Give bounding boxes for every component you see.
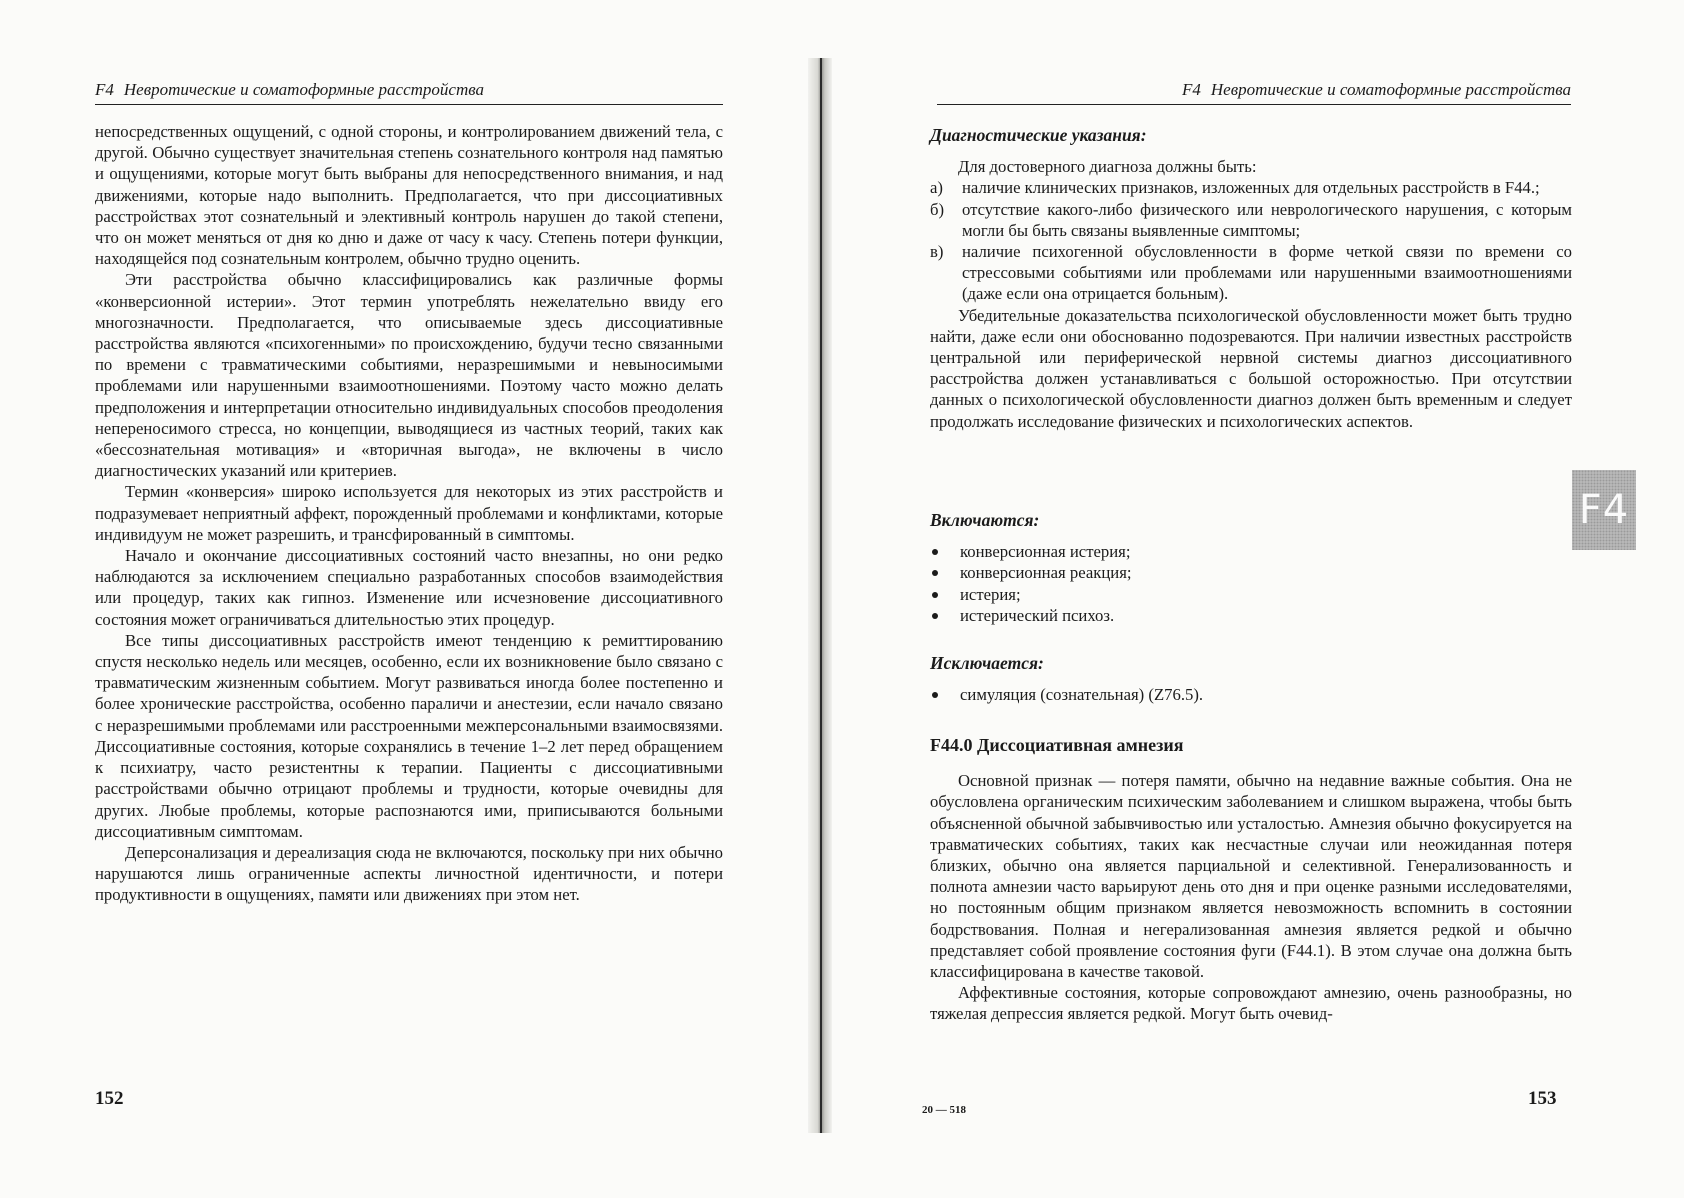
diagnostic-paragraph: Убедительные доказательства психологической обусловленности может быть трудно найти, даже если они обоснованно подозреваются. При наличии известных расстройств центральной или периферической нервной системы диагноз диссоциативного расстройства должен устанавливаться с большой осторожностью. При отсутствии данных о психологической обусловленности диагноз должен быть временным и следует продолжать исследование физических и психологических аспектов. xyxy=(930,305,1572,431)
page-number: 152 xyxy=(95,1088,124,1109)
running-head-title: Невротические и соматоформные расстройства xyxy=(1210,80,1571,99)
book-gutter xyxy=(808,58,832,1133)
list-item xyxy=(930,241,1572,305)
list-item: симуляция (сознательная) (Z76.5). xyxy=(930,684,1572,705)
paragraph: Деперсонализация и дереализация сюда не включаются, поскольку при них обычно нарушаются лишь ограниченные аспекты личностной идентичности, и потери продуктивности в ощущениях, памяти или движениях при этом нет. xyxy=(95,842,723,905)
list-item: истерия; xyxy=(930,584,1572,605)
includes-block xyxy=(930,510,1572,626)
list-item: конверсионная истерия; xyxy=(930,541,1572,562)
running-head-title: Невротические и соматоформные расстройства xyxy=(123,80,484,99)
paragraph: Начало и окончание диссоциативных состояний часто внезапны, но они редко наблюдаются за исключением специально разработанных способов взаимодействия или процедур, таких как гипноз. Изменение или исчезновение диссоциативного состояния может ограничиваться длительностью этих процедур. xyxy=(95,546,723,629)
diagnostic-block xyxy=(930,125,1572,432)
list-item xyxy=(930,199,1572,241)
list-label: в) xyxy=(930,242,944,262)
paragraph: Эти расстройства обычно классифицировались как различные формы «конверсионной истерии». Этот термин употреблять нежелательно ввиду его многозначности. Предполагается, что описываемые здесь диссоциативные расстройства являются «психогенными» по происхождению, будучи тесно связанными по времени с травматическими событиями, неразрешимыми и невыносимыми проблемами или нарушенными взаимоотношениями. Поэтому часто можно делать предположения и интерпретации относительно индивидуальных способов преодоления непереносимого стресса, но концепции, выводящиеся из частных теорий, таких как «бессознательная мотивация» и «вторичная выгода», не включены в число диагностических указаний или критериев. xyxy=(95,270,723,481)
paragraph: Термин «конверсия» широко используется для некоторых из этих расстройств и подразумевает неприятный аффект, порожденный проблемами и конфликтами, которые индивидуум не может разрешить, и трансфированный в симптомы. xyxy=(95,482,723,544)
includes-heading: Включаются: xyxy=(930,510,1040,530)
list-item: истерический психоз. xyxy=(930,605,1572,626)
list-item: конверсионная реакция; xyxy=(930,562,1572,583)
running-head-code: F4 xyxy=(95,80,114,99)
running-head xyxy=(937,80,1571,105)
paragraph: Все типы диссоциативных расстройств имеют тенденцию к ремиттированию спустя несколько недель или месяцев, особенно, если их возникновение было связано с травматическим жизненным событием. Могут развиваться иногда более постепенно и более хронические расстройства, особенно параличи и анестезии, если начало связано с неразрешимыми проблемами или расстроенными межперсональными взаимосвязями. Диссоциативные состояния, которые сохранялись в течение 1–2 лет перед обращением к психиатру, часто резистентны к терапии. Пациенты с диссоциативными расстройствами обычно отрицают проблемы и трудности, которые очевидны для других. Любые проблемы, которые распознаются ими, приписываются больными диссоциативным симптомам. xyxy=(95,630,723,841)
excludes-heading: Исключается: xyxy=(930,653,1044,673)
section-title: F44.0 Диссоциативная амнезия xyxy=(930,735,1184,755)
running-head-code: F4 xyxy=(1182,80,1201,99)
body-text xyxy=(95,121,723,906)
thumb-index-tab: F4 xyxy=(1572,470,1636,550)
excludes-list xyxy=(930,684,1572,705)
printer-signature: 20 — 518 xyxy=(922,1104,966,1116)
paragraph: Основной признак — потеря памяти, обычно на недавние важные события. Она не обусловлена органическим психическим заболеванием и слишком выражена, чтобы быть объясненной обычной забывчивостью или усталостью. Амнезия обычно фокусируется на травматических событиях, таких как несчастные случаи или неожиданная потеря близких, обычно она является парциальной и селективной. Генерализованность и полнота амнезии часто варьируют день ото дня и при оценке разными исследователями, но постоянным общим признаком является невозможность вспомнить в состоянии бодрствования. Полная и негерализованная амнезия является редкой и обычно представляет собой проявление состояния фуги (F44.1). В этом случае она должна быть классифицирована в качестве таковой. xyxy=(930,771,1572,982)
running-head xyxy=(95,80,723,105)
includes-list xyxy=(930,541,1572,626)
paragraph: непосредственных ощущений, с одной стороны, и контролированием движений тела, с другой. Обычно существует значительная степень сознательного контроля над памятью и ощущениями, которые могут быть выбраны для непосредственного внимания, и над движениями, которые надо выполнить. Предполагается, что при диссоциативных расстройствах этот сознательный и элективный контроль нарушен до такой степени, что он может меняться от дня ко дню и даже от часу к часу. Степень потери функции, находящейся под сознательным контролем, обычно трудно оценить. xyxy=(95,122,723,269)
list-text: наличие психогенной обусловленности в форме четкой связи по времени со стрессовыми событиями или проблемами или нарушенными взаимоотношениями (даже если она отрицается больным). xyxy=(962,242,1572,304)
diagnostic-list xyxy=(930,177,1572,304)
diagnostic-intro: Для достоверного диагноза должны быть: xyxy=(958,157,1257,177)
list-text: отсутствие какого-либо физического или неврологического нарушения, с которым могли бы быть связаны выявленные симптомы; xyxy=(962,199,1572,240)
section-f44-0 xyxy=(930,735,1572,1025)
list-text: наличие клинических признаков, изложенных для отдельных расстройств в F44.; xyxy=(962,178,1540,198)
right-page xyxy=(860,0,1684,1198)
diagnostic-heading: Диагностические указания: xyxy=(930,125,1147,145)
list-label: а) xyxy=(930,178,943,198)
excludes-block xyxy=(930,653,1572,705)
list-label: б) xyxy=(930,199,945,219)
left-page xyxy=(0,0,800,1198)
paragraph: Аффективные состояния, которые сопровождают амнезию, очень разнообразны, но тяжелая депрессия является редкой. Могут быть очевид- xyxy=(930,983,1572,1024)
list-item xyxy=(930,177,1572,198)
page-number: 153 xyxy=(1528,1088,1557,1109)
